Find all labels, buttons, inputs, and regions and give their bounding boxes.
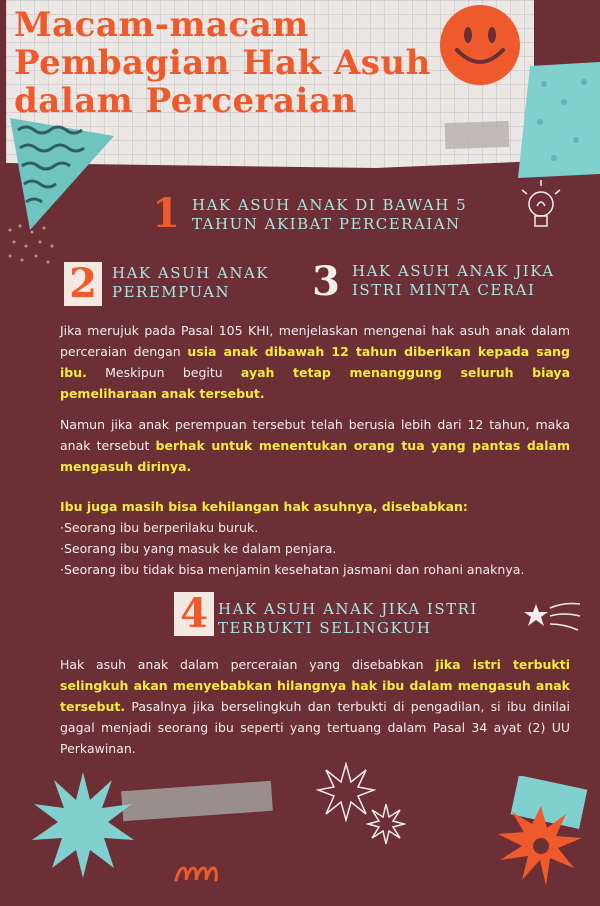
section-heading-2-line-2: PEREMPUAN bbox=[112, 283, 231, 301]
title-line-1: Macam-macam bbox=[14, 5, 309, 45]
section-heading-3 bbox=[352, 262, 582, 300]
paragraph-1-text-b: Meskipun begitu bbox=[86, 365, 241, 380]
tape-decoration-bottom bbox=[121, 781, 273, 821]
paragraph-2 bbox=[60, 414, 570, 477]
lightbulb-icon bbox=[516, 178, 566, 240]
section-heading-4-line-2: TERBUKTI SELINGKUH bbox=[218, 619, 432, 637]
paragraph-1-highlight-b: ayah tetap menanggung seluruh biaya pemeliharaan anak tersebut. bbox=[60, 365, 570, 401]
starburst-teal-icon bbox=[28, 770, 138, 880]
section-heading-1-line-1: HAK ASUH ANAK DI BAWAH 5 bbox=[192, 196, 468, 214]
section-number-4: 4 bbox=[174, 592, 214, 636]
list-item: ·Seorang ibu yang masuk ke dalam penjara. bbox=[60, 541, 337, 556]
paragraph-2-highlight-a: berhak untuk menentukan orang tua yang pantas dalam mengasuh dirinya. bbox=[60, 438, 570, 474]
smiley-icon bbox=[437, 2, 523, 88]
teal-wave-triangle bbox=[10, 118, 114, 230]
shooting-star-icon bbox=[520, 598, 582, 638]
starburst-small-outline-icon bbox=[366, 802, 406, 846]
confetti-dots-icon bbox=[4, 222, 60, 272]
section-number-1: 1 bbox=[152, 190, 180, 237]
paragraph-4 bbox=[60, 654, 570, 759]
teal-pattern-shape bbox=[514, 62, 600, 178]
section-heading-3-line-1: HAK ASUH ANAK JIKA bbox=[352, 262, 555, 280]
section-heading-1 bbox=[192, 196, 492, 234]
paragraph-1-highlight-a: usia anak dibawah 12 tahun diberikan kepada sang ibu. bbox=[60, 344, 570, 380]
reasons-list bbox=[60, 496, 580, 580]
title-line-3: dalam Perceraian bbox=[14, 81, 357, 121]
paragraph-1-text-a: Jika merujuk pada Pasal 105 KHI, menjelaskan mengenai hak asuh anak dalam perceraian dengan bbox=[60, 323, 570, 359]
paragraph-1 bbox=[60, 320, 570, 404]
page-title bbox=[14, 6, 434, 120]
section-heading-2 bbox=[112, 264, 292, 302]
section-heading-2-line-1: HAK ASUH ANAK bbox=[112, 264, 269, 282]
list-item: ·Seorang ibu tidak bisa menjamin kesehatan jasmani dan rohani anaknya. bbox=[60, 562, 525, 577]
squiggle-icon bbox=[172, 858, 228, 888]
list-item: ·Seorang ibu berperilaku buruk. bbox=[60, 520, 259, 535]
paragraph-2-text-a: Namun jika anak perempuan tersebut telah berusia lebih dari 12 tahun, maka anak tersebut bbox=[60, 417, 570, 453]
section-heading-4-line-1: HAK ASUH ANAK JIKA ISTRI bbox=[218, 600, 478, 618]
title-line-2: Pembagian Hak Asuh bbox=[14, 43, 431, 83]
paragraph-4-text-a: Hak asuh anak dalam perceraian yang disebabkan bbox=[60, 657, 436, 672]
section-heading-3-line-2: ISTRI MINTA CERAI bbox=[352, 281, 536, 299]
section-number-2: 2 bbox=[64, 262, 102, 306]
orange-flower-icon bbox=[486, 776, 596, 896]
paragraph-4-highlight-a: jika istri terbukti selingkuh akan menyebabkan hilangnya hak ibu dalam mengasuh anak tersebut. bbox=[60, 657, 570, 714]
section-heading-4 bbox=[218, 600, 518, 638]
reasons-list-lead: Ibu juga masih bisa kehilangan hak asuhnya, disebabkan: bbox=[60, 499, 468, 514]
section-heading-1-line-2: TAHUN AKIBAT PERCERAIAN bbox=[192, 215, 461, 233]
section-number-3: 3 bbox=[312, 258, 340, 305]
paragraph-4-text-b: Pasalnya jika berselingkuh dan terbukti di pengadilan, si ibu dinilai gagal menjadi seorang ibu seperti yang tertuang dalam Pasal 34 ayat (2) UU Perkawinan. bbox=[60, 699, 570, 756]
tape-decoration-top bbox=[445, 121, 510, 149]
